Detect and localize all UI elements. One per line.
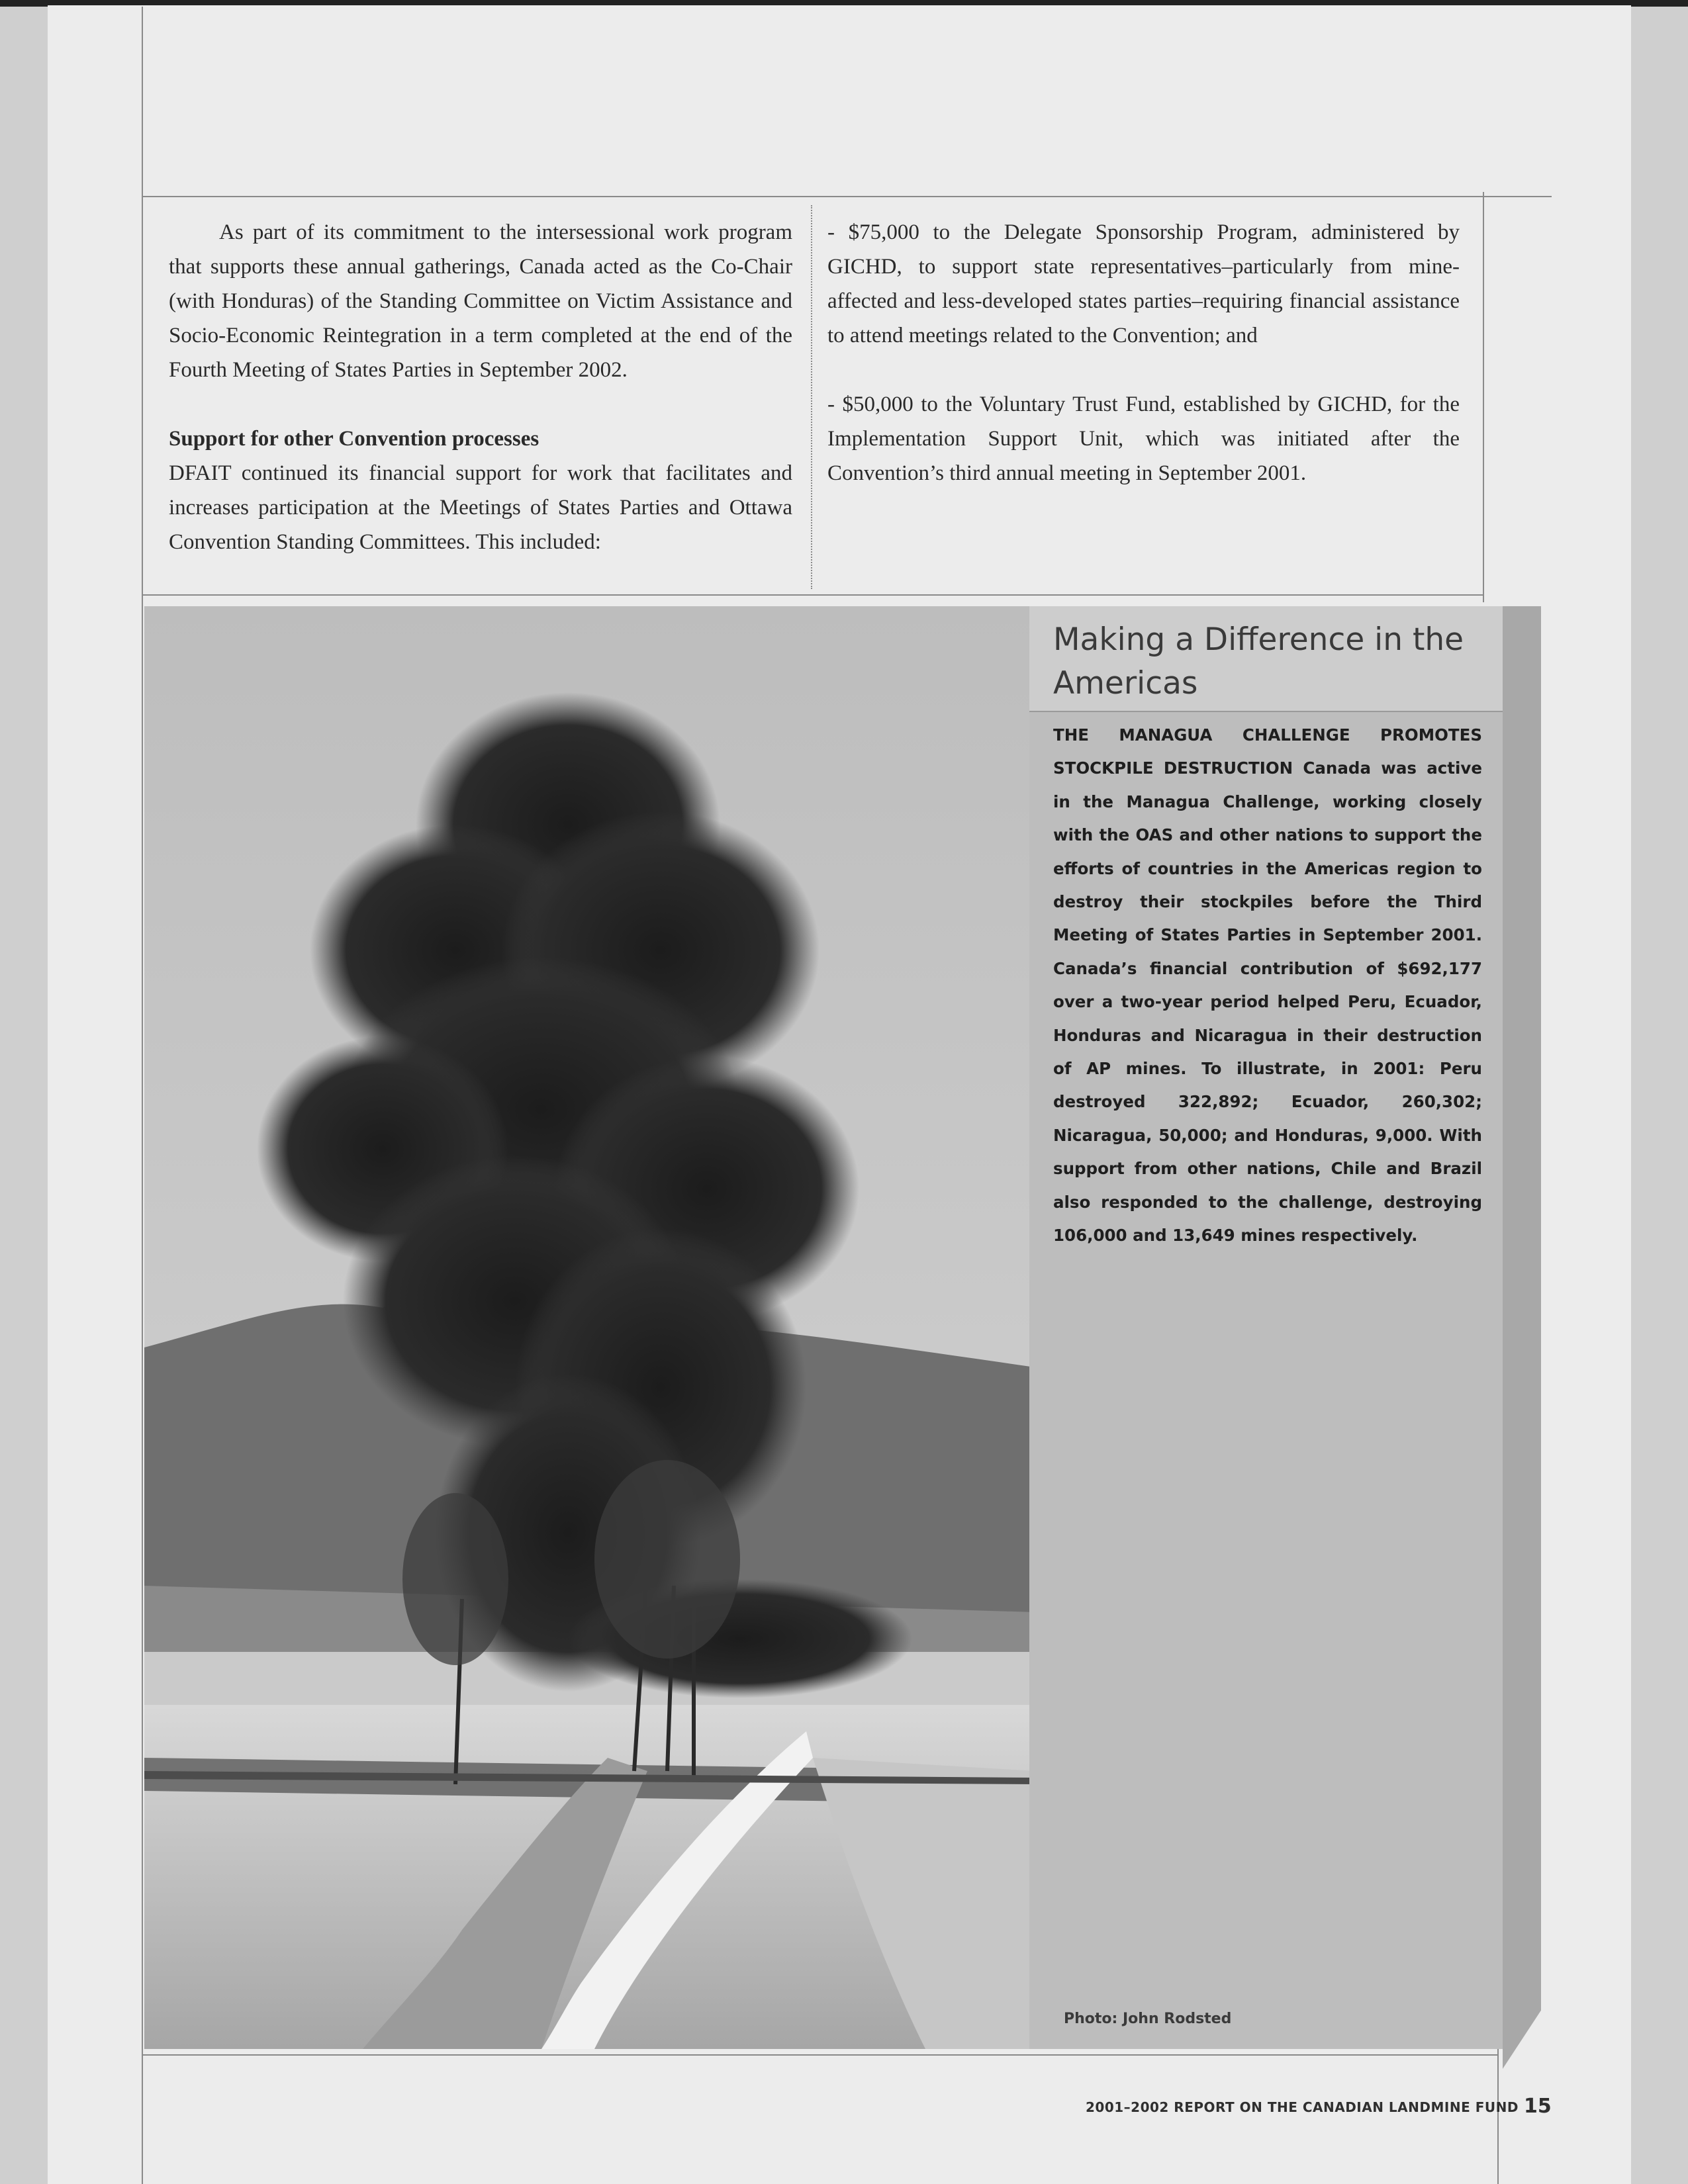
page-number: 15 xyxy=(1524,2095,1552,2118)
bullet-item: - $75,000 to the Delegate Sponsorship Program, administered by GICHD, to support state representatives–particularly from mine-affected and less-developed states parties–requiring financial assistance to attend meetings related to the Convention; and xyxy=(827,220,1460,347)
sidebar-title: Making a Difference in the Americas xyxy=(1053,621,1464,702)
sidebar-body xyxy=(1053,719,1482,1253)
sidebar-fold-shadow xyxy=(1503,606,1541,2069)
right-column xyxy=(827,215,1460,525)
sidebar-header xyxy=(1029,606,1503,712)
intro-paragraph: As part of its commitment to the intersessional work program that supports these annual gatherings, Canada acted as the Co-Chair (with Honduras) of the Standing Committee on Victim Assistance and Socio-Economic Reintegration in a term completed at the end of the Fourth Meeting of States Parties in September 2002. xyxy=(169,220,792,382)
sidebar-body-text: Canada was active in the Managua Challenge, working closely with the OAS and other nations to support the efforts of countries in the Americas region to destroy their stockpiles before the Third Meeting of States Parties in September 2001. Canada’s financial contribution of $692,177 over a two-year period helped Peru, Ecuador, Honduras and Nicaragua in their destruction of AP mines. To illustrate, in 2001: Peru destroyed 322,892; Ecuador, 260,302; Nicaragua, 50,000; and Honduras, 9,000. With support from other nations, Chile and Brazil also responded to the challenge, destroying 106,000 and 13,649 mines respectively. xyxy=(1053,758,1482,1246)
paragraph-spacer xyxy=(169,387,792,422)
explosion-photo xyxy=(144,606,1035,2049)
sidebar-box xyxy=(1029,606,1503,2049)
support-paragraph: DFAIT continued its financial support for work that facilitates and increases participation at the Meetings of States Parties and Ottawa Convention Standing Committees. This included: xyxy=(169,461,792,554)
section-subheading: Support for other Convention processes xyxy=(169,427,539,451)
frame-left-rule xyxy=(142,7,143,2184)
frame-outer-right-rule xyxy=(1497,2049,1499,2184)
footer-report-title: 2001–2002 REPORT ON THE CANADIAN LANDMINE FUND xyxy=(1086,2099,1519,2115)
left-column xyxy=(169,215,792,559)
frame-top-rule xyxy=(142,196,1552,197)
photo-credit: Photo: John Rodsted xyxy=(1064,2011,1232,2027)
sidebar-lead: THE MANAGUA CHALLENGE PROMOTES STOCKPILE DESTRUCTION xyxy=(1053,725,1482,778)
frame-mid-rule xyxy=(142,594,1484,596)
frame-bottom-rule xyxy=(142,2054,1497,2056)
frame-right-rule xyxy=(1483,192,1484,602)
column-divider xyxy=(811,205,812,589)
bullet-item: - $50,000 to the Voluntary Trust Fund, established by GICHD, for the Implementation Support Unit, which was initiated after the Convention’s third annual meeting in September 2001. xyxy=(827,392,1460,485)
